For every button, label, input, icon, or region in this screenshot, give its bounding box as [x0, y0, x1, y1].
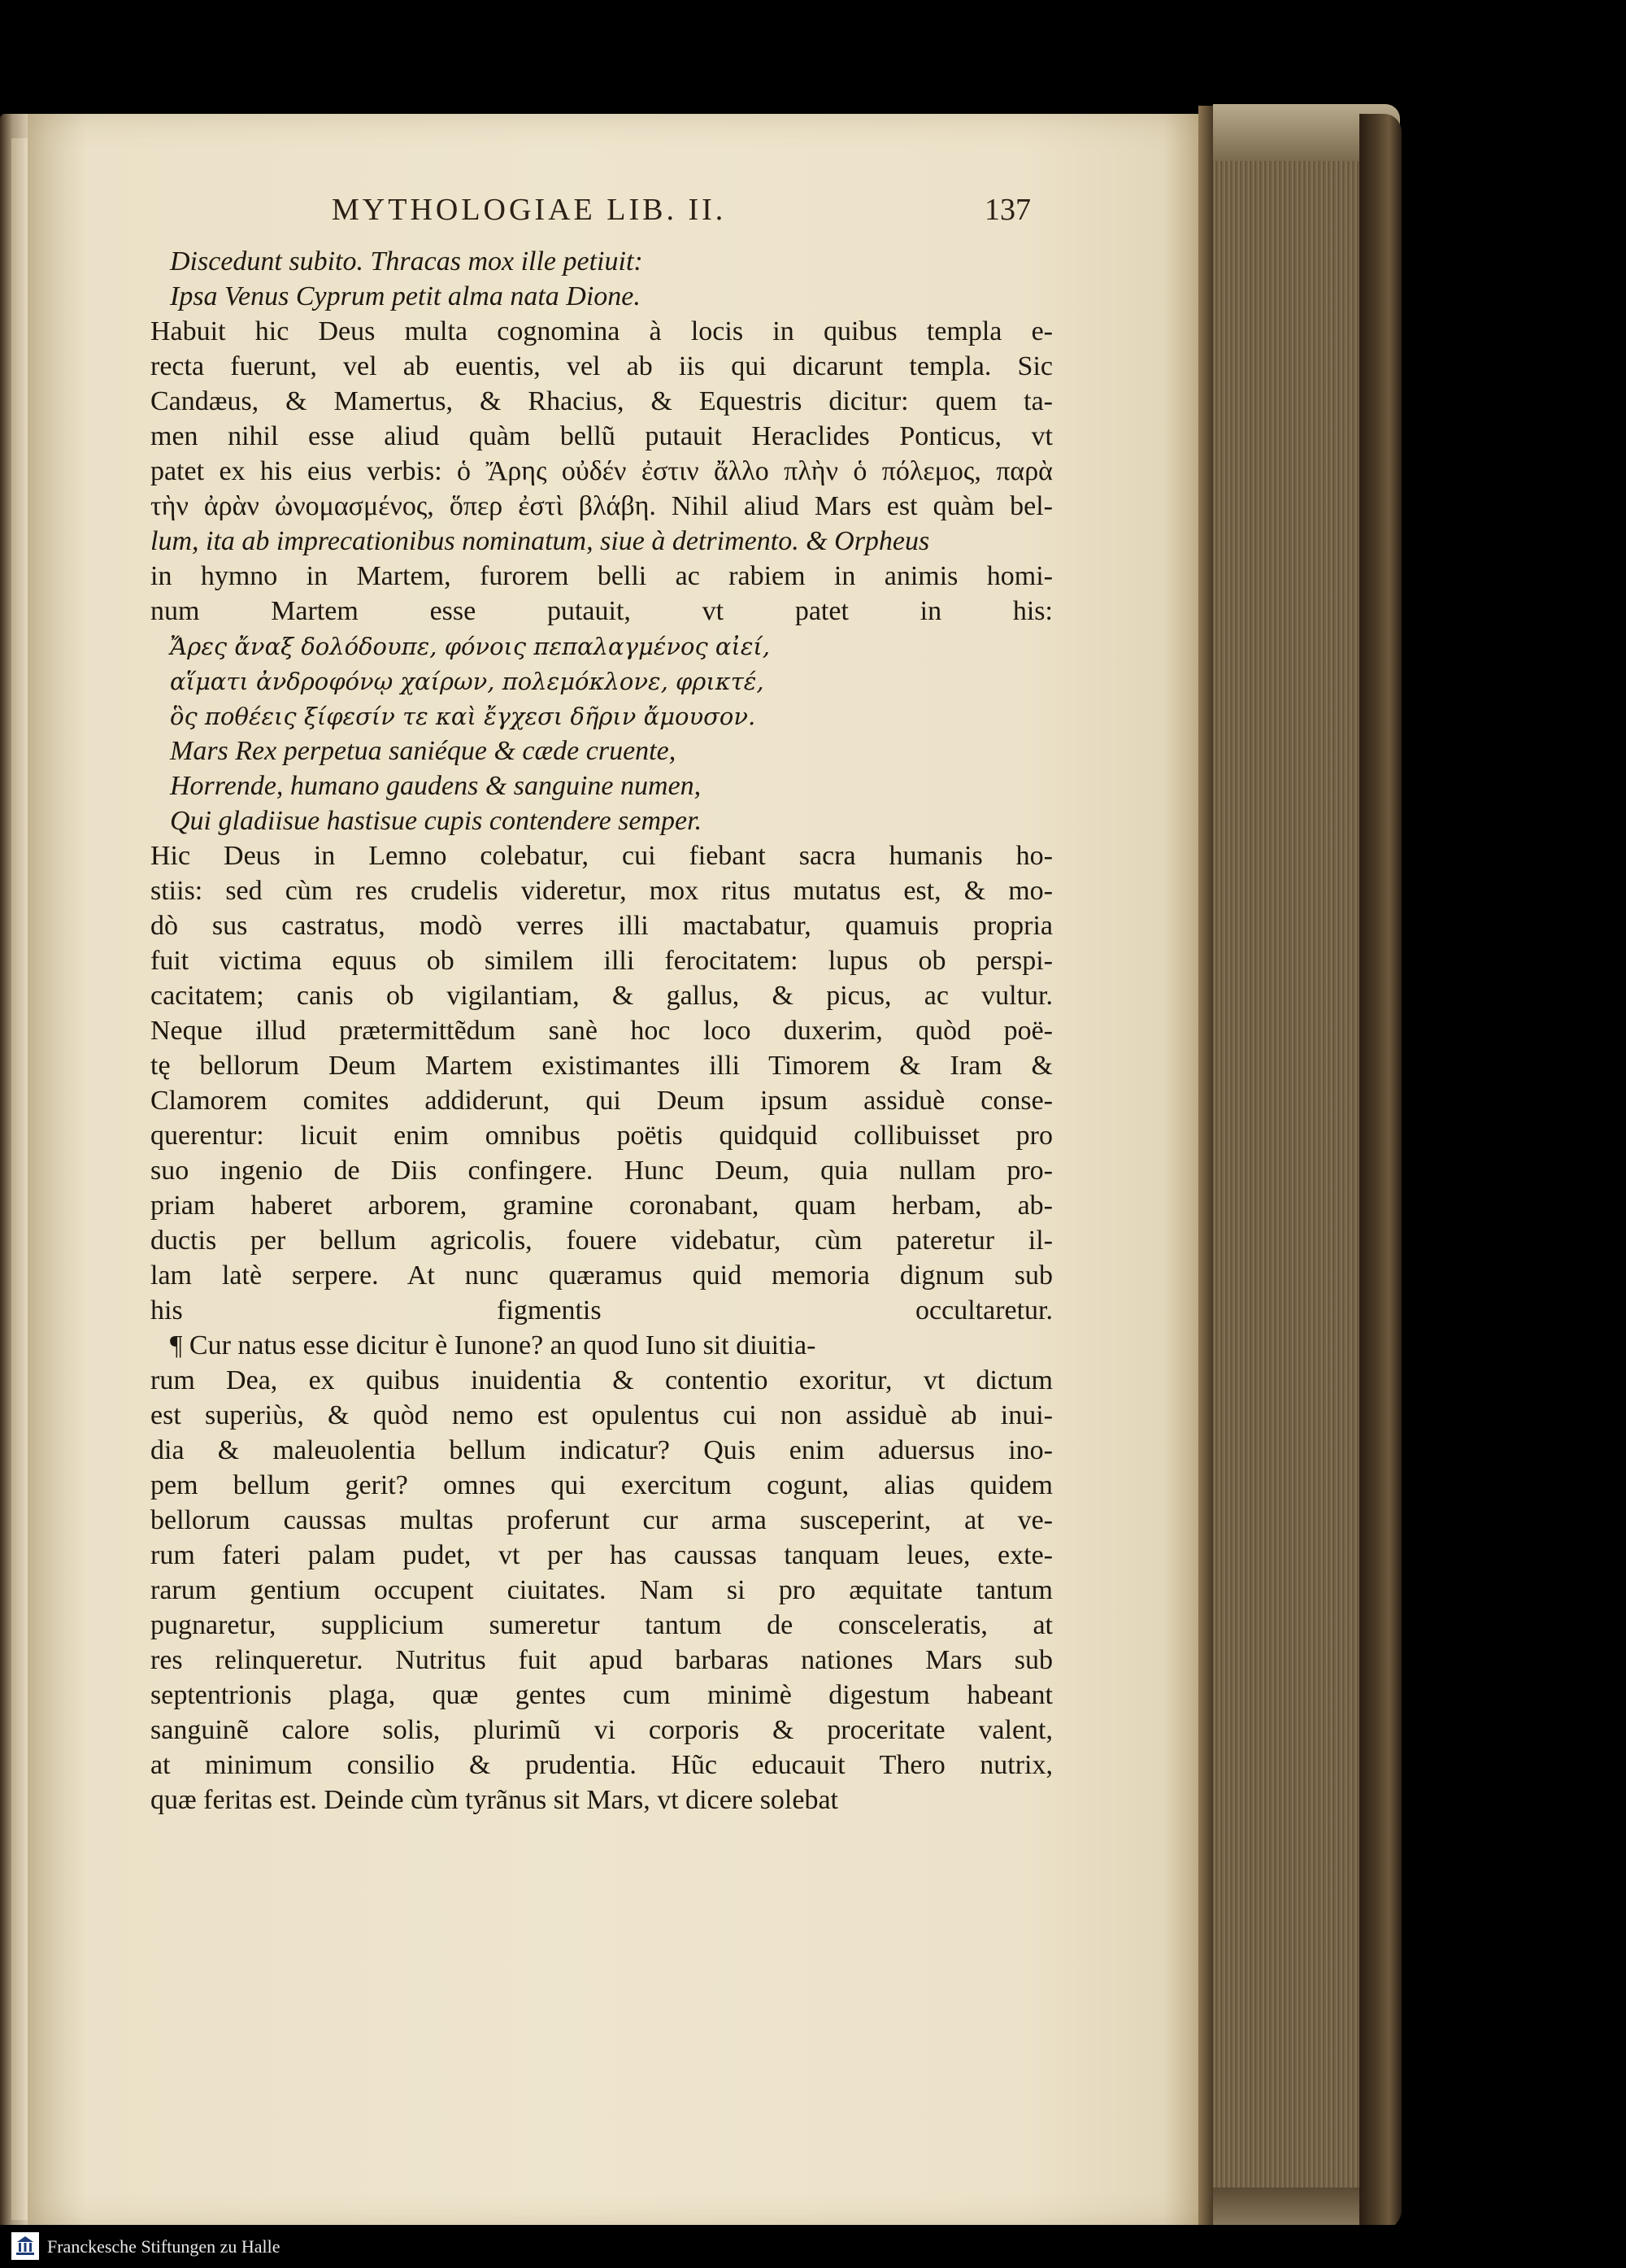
footer-label: Franckesche Stiftungen zu Halle [47, 2236, 280, 2257]
text-line: rum fateri palam pudet, vt per has caussas tanquam leues, exte- [150, 1540, 1053, 1570]
text-line: Ἄρες ἄναξ δολόδουπε, φόνοις πεπαλαγμένος αἰεί, [170, 633, 771, 660]
text-line: Clamorem comites addiderunt, qui Deum ipsum assiduè conse- [150, 1086, 1053, 1116]
text-line: septentrionis plaga, quæ gentes cum minimè digestum habeant [150, 1680, 1053, 1710]
text-line: lum, ita ab imprecationibus nominatum, siue à detrimento. & Orpheus [150, 526, 930, 556]
text-line: bellorum caussas multas proferunt cur arma susceperint, at ve- [150, 1505, 1053, 1535]
text-line: lam latè serpere. At nunc quæramus quid memoria dignum sub [150, 1260, 1053, 1291]
text-line: Discedunt subito. Thracas mox ille petiuit: [170, 246, 643, 276]
text-line: τὴν ἀρὰν ὠνομασμένος, ὅπερ ἐστὶ βλάβη. Nihil aliud Mars est quàm bel- [150, 491, 1053, 521]
text-line: at minimum consilio & prudentia. Hũc educauit Thero nutrix, [150, 1750, 1053, 1780]
text-line: suo ingenio de Diis confingere. Hunc Deum, quia nullam pro- [150, 1156, 1053, 1186]
text-line: dò sus castratus, modò verres illi mactabatur, quamuis propria [150, 911, 1053, 941]
text-line: Qui gladiisue hastisue cupis contendere semper. [170, 806, 702, 836]
page-header [332, 192, 1031, 241]
page-number: 137 [985, 193, 1031, 227]
text-line: recta fuerunt, vel ab euentis, vel ab iis qui dicarunt templa. Sic [150, 351, 1053, 381]
text-line: querentur: licuit enim omnibus poëtis quidquid collibuisset pro [150, 1121, 1053, 1151]
text-line: men nihil esse aliud quàm bellũ putauit Heraclides Ponticus, vt [150, 421, 1053, 451]
facing-page-inner [11, 138, 28, 2220]
text-line: Neque illud prætermittẽdum sanè hoc loco duxerim, quòd poë- [150, 1016, 1053, 1046]
text-line: est superiùs, & quòd nemo est opulentus cui non assiduè ab inui- [150, 1400, 1053, 1430]
text-line: ductis per bellum agricolis, fouere videbatur, cùm pateretur il- [150, 1225, 1053, 1256]
text-line: Mars Rex perpetua saniéque & cæde cruente, [170, 736, 676, 766]
text-line: ¶ Cur natus esse dicitur è Iunone? an quod Iuno sit diuitia- [170, 1330, 816, 1360]
text-line: rum Dea, ex quibus inuidentia & contentio exoritur, vt dictum [150, 1365, 1053, 1395]
text-line: num Martem esse putauit, vt patet in his: [150, 596, 1053, 626]
book-cover-edge [1359, 114, 1402, 2228]
text-line: tę bellorum Deum Martem existimantes illi Timorem & Iram & [150, 1051, 1053, 1081]
page-edges [1213, 122, 1376, 2220]
text-line: pugnaretur, supplicium sumeretur tantum de consceleratis, at [150, 1610, 1053, 1640]
text-line: pem bellum gerit? omnes qui exercitum cogunt, alias quidem [150, 1470, 1053, 1500]
text-line: sanguinẽ calore solis, plurimũ vi corporis & proceritate valent, [150, 1715, 1053, 1745]
text-line: dia & maleuolentia bellum indicatur? Quis enim aduersus ino- [150, 1435, 1053, 1465]
text-line: quæ feritas est. Deinde cùm tyrãnus sit Mars, vt dicere solebat [150, 1785, 838, 1815]
text-line: Habuit hic Deus multa cognomina à locis in quibus templa e- [150, 316, 1053, 346]
running-head: MYTHOLOGIAE LIB. II. [332, 193, 727, 227]
text-line: Ipsa Venus Cyprum petit alma nata Dione. [170, 281, 641, 311]
text-line: Hic Deus in Lemno colebatur, cui fiebant sacra humanis ho- [150, 841, 1053, 871]
text-line: Candæus, & Mamertus, & Rhacius, & Equestris dicitur: quem ta- [150, 386, 1053, 416]
text-line: Horrende, humano gaudens & sanguine numen, [170, 771, 702, 801]
text-line: his figmentis occultaretur. [150, 1295, 1053, 1326]
text-line: αἵματι ἀνδροφόνῳ χαίρων, πολεμόκλονε, φρικτέ, [170, 668, 764, 695]
text-line: ὃς ποθέεις ξίφεσίν τε καὶ ἔγχεσι δῆριν ἄμουσον. [170, 703, 756, 730]
text-line: rarum gentium occupent ciuitates. Nam si pro æquitate tantum [150, 1575, 1053, 1605]
text-line: cacitatem; canis ob vigilantiam, & gallus, & picus, ac vultur. [150, 981, 1053, 1011]
text-line: priam haberet arborem, gramine coronabant, quam herbam, ab- [150, 1191, 1053, 1221]
text-line: in hymno in Martem, furorem belli ac rabiem in animis homi- [150, 561, 1053, 591]
institution-logo-icon [11, 2232, 39, 2260]
text-line: stiis: sed cùm res crudelis videretur, mox ritus mutatus est, & mo- [150, 876, 1053, 906]
text-line: patet ex his eius verbis: ὁ Ἄρης οὐδέν ἐστιν ἄλλο πλὴν ὁ πόλεμος, παρὰ [150, 456, 1053, 486]
text-line: fuit victima equus ob similem illi ferocitatem: lupus ob perspi- [150, 946, 1053, 976]
text-line: res relinqueretur. Nutritus fuit apud barbaras nationes Mars sub [150, 1645, 1053, 1675]
